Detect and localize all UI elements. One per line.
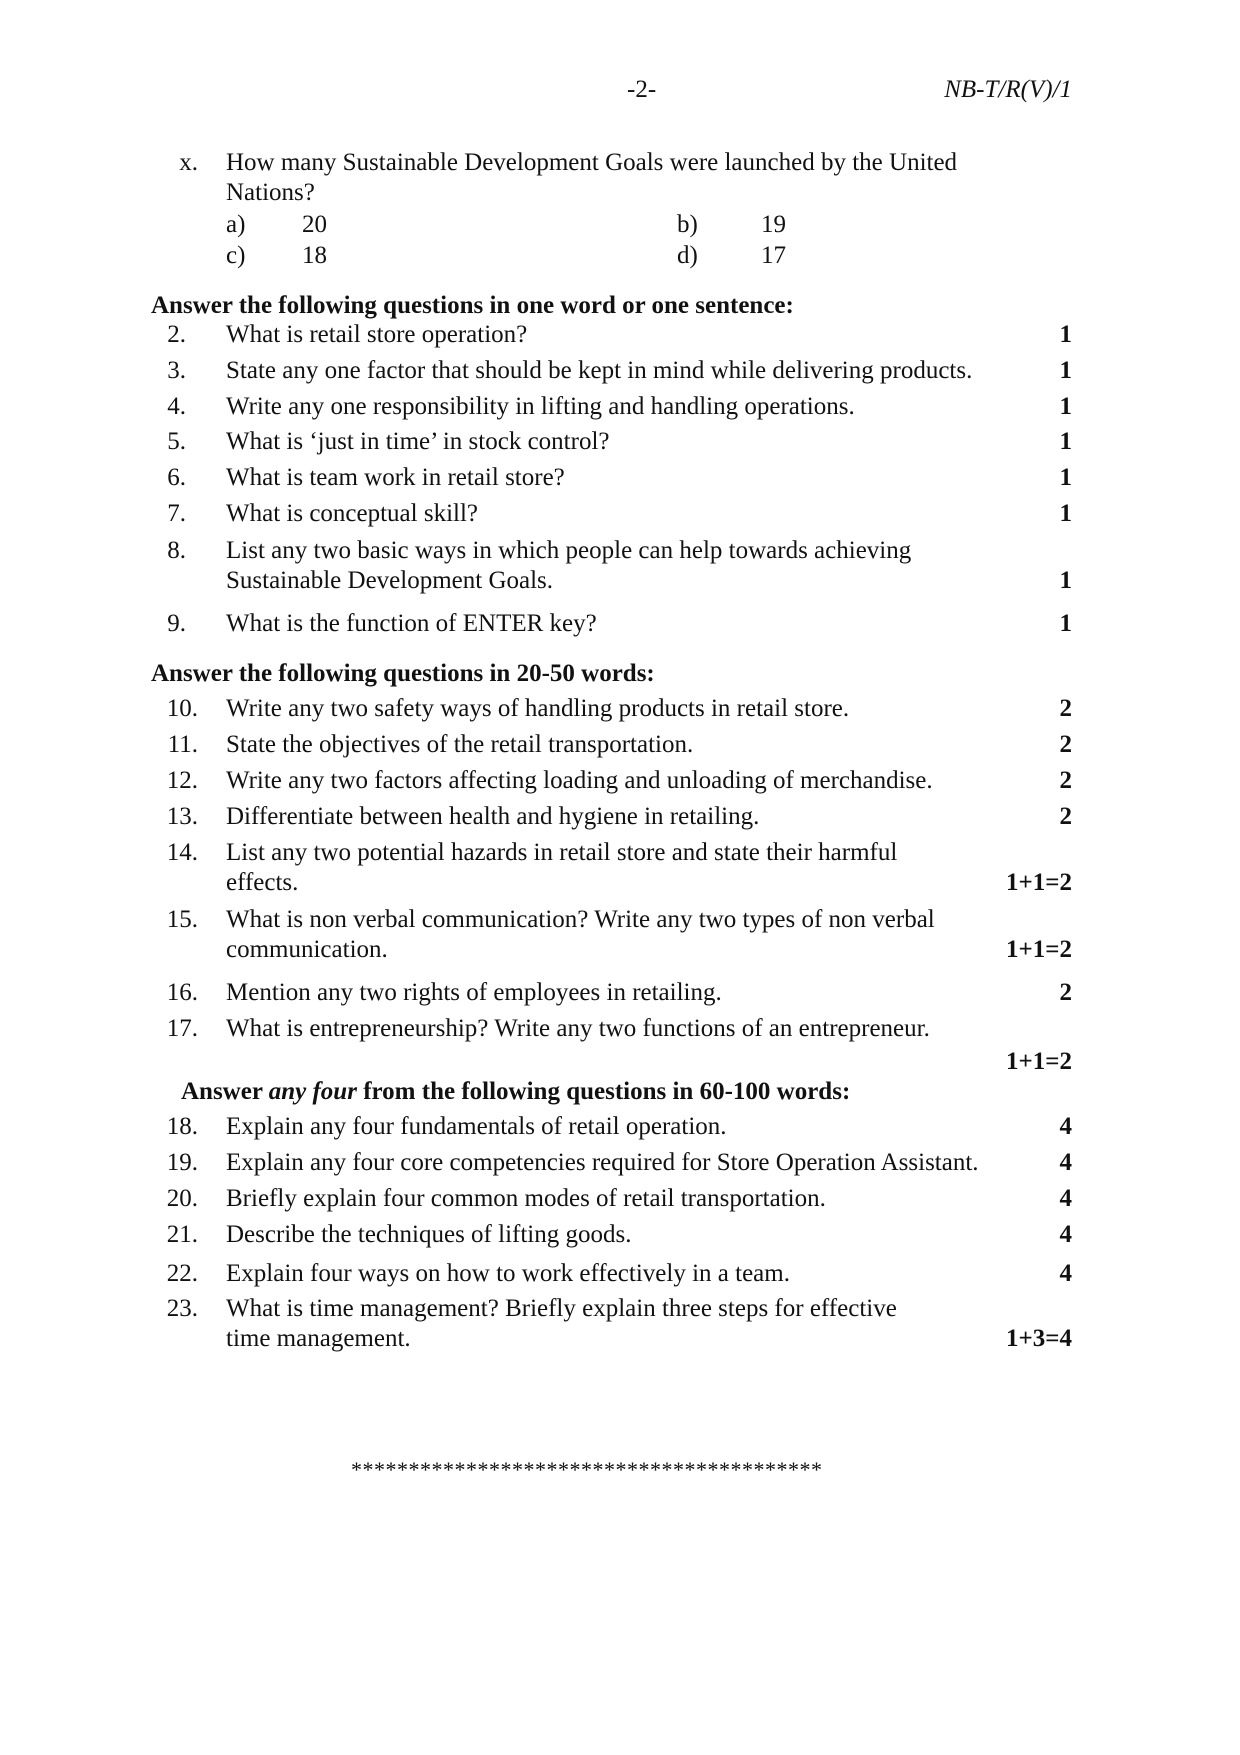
question-number: 17. [166,1015,198,1042]
question-text: Mention any two rights of employees in retailing. [226,979,722,1006]
question-marks: 2 [1059,731,1072,758]
question-number: 15. [166,906,198,933]
question-text: Explain any four fundamentals of retail operation. [226,1113,727,1140]
question-text: What is non verbal communication? Write any two types of non verbal [226,906,935,933]
mcq-option-d-letter: d) [677,242,698,269]
mcq-option-d-value: 17 [761,242,786,269]
question-number: 13. [166,803,198,830]
question-marks: 1 [1059,321,1072,348]
section1-heading: Answer the following questions in one word or one sentence: [151,292,794,319]
question-number: 22. [166,1260,198,1287]
section3-heading-post: from the following questions in 60-100 words: [356,1078,851,1105]
question-text: Write any two factors affecting loading and unloading of merchandise. [226,767,933,794]
question-text: List any two basic ways in which people can help towards achieving [226,537,912,564]
page-number: -2- [627,76,657,103]
question-text: Write any one responsibility in lifting and handling operations. [226,393,855,420]
question-marks: 1 [1059,610,1072,637]
question-text: State any one factor that should be kept in mind while delivering products. [226,357,973,384]
question-text: Explain four ways on how to work effectively in a team. [226,1260,790,1287]
question-text: What is entrepreneurship? Write any two functions of an entrepreneur. [226,1015,930,1042]
question-number: 18. [166,1113,198,1140]
question-text: Briefly explain four common modes of retail transportation. [226,1185,826,1212]
question-text: What is the function of ENTER key? [226,610,597,637]
question-number: 21. [166,1221,198,1248]
question-number: 6. [167,464,186,491]
question-text: What is ‘just in time’ in stock control? [226,428,610,455]
question-text: What is conceptual skill? [226,500,479,527]
question-number: 20. [166,1185,198,1212]
mcq-option-a-letter: a) [226,211,246,238]
question-number: 8. [167,537,186,564]
question-number: 5. [167,428,186,455]
question-text-cont: time management. [226,1325,411,1352]
question-marks: 4 [1059,1113,1072,1140]
question-text: Write any two safety ways of handling products in retail store. [226,695,850,722]
question-text: State the objectives of the retail transportation. [226,731,694,758]
question-marks: 2 [1059,767,1072,794]
question-marks: 1 [1059,464,1072,491]
question-marks: 4 [1059,1260,1072,1287]
question-number: 19. [166,1149,198,1176]
section3-heading [181,1077,850,1107]
section3-heading-pre: Answer [181,1078,269,1105]
question-marks: 2 [1059,979,1072,1006]
question-number: 14. [166,839,198,866]
mcq-option-b-letter: b) [677,211,698,238]
question-number: 11. [167,731,198,758]
mcq-number: x. [179,149,198,176]
question-number: 16. [166,979,198,1006]
question-text-cont: communication. [226,936,388,963]
question-marks: 4 [1059,1185,1072,1212]
question-text: Explain any four core competencies required for Store Operation Assistant. [226,1149,979,1176]
question-marks: 1 [1059,428,1072,455]
paper-code: NB-T/R(V)/1 [944,76,1072,103]
question-marks: 4 [1059,1149,1072,1176]
question-marks: 1 [1059,500,1072,527]
section2-heading: Answer the following questions in 20-50 words: [151,660,655,687]
question-marks: 4 [1059,1221,1072,1248]
question-marks: 1+3=4 [1006,1325,1072,1352]
mcq-question-line2: Nations? [226,179,315,206]
section3-heading-emphasis: any four [268,1078,357,1105]
question-number: 7. [167,500,186,527]
question-text-cont: Sustainable Development Goals. [226,567,554,594]
question-number: 4. [167,393,186,420]
question-text: What is retail store operation? [226,321,528,348]
question-marks: 1+1=2 [1006,936,1072,963]
question-number: 9. [167,610,186,637]
mcq-question-line1: How many Sustainable Development Goals were launched by the United [226,149,958,176]
question-marks: 2 [1059,803,1072,830]
mcq-option-b-value: 19 [761,211,786,238]
question-number: 3. [167,357,186,384]
question-text: Differentiate between health and hygiene in retailing. [226,803,760,830]
question-marks: 1+1=2 [1006,1048,1072,1075]
question-text: Describe the techniques of lifting goods. [226,1221,632,1248]
question-marks: 2 [1059,695,1072,722]
question-marks: 1 [1059,393,1072,420]
question-marks: 1 [1059,357,1072,384]
question-marks: 1+1=2 [1006,869,1072,896]
question-marks: 1 [1059,567,1072,594]
question-text: List any two potential hazards in retail store and state their harmful [226,839,898,866]
question-number: 23. [166,1295,198,1322]
question-text: What is time management? Briefly explain three steps for effective [226,1295,897,1322]
end-of-paper-stars: ***************************************** [351,1457,823,1482]
mcq-option-a-value: 20 [302,211,327,238]
mcq-option-c-letter: c) [226,242,246,269]
question-text-cont: effects. [226,869,299,896]
question-number: 12. [166,767,198,794]
question-number: 10. [166,695,198,722]
mcq-option-c-value: 18 [302,242,327,269]
question-text: What is team work in retail store? [226,464,565,491]
question-number: 2. [167,321,186,348]
